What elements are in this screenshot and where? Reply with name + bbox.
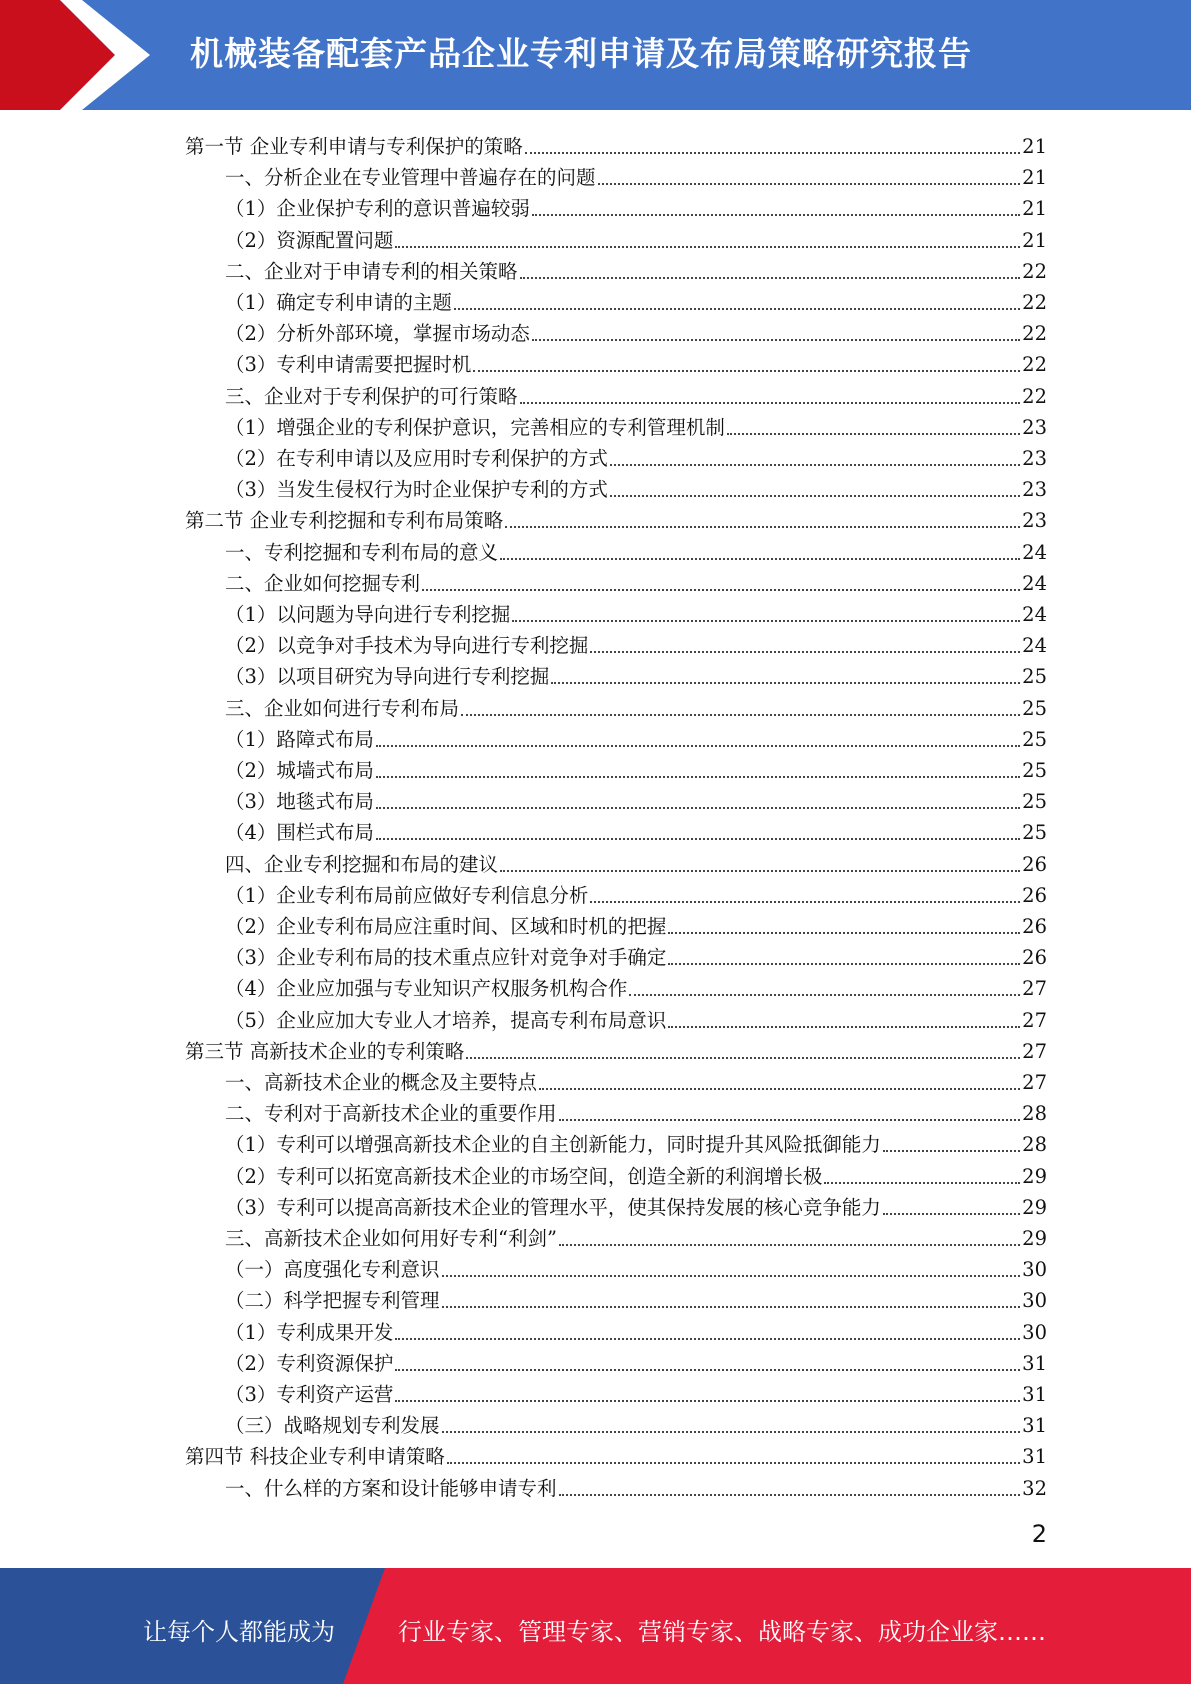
toc-dot-leader <box>668 1025 1020 1028</box>
toc-entry-title: 第二节 企业专利挖掘和专利布局策略 <box>185 509 504 533</box>
toc-entry-page: 30 <box>1022 1289 1047 1313</box>
toc-dot-leader <box>447 1461 1020 1464</box>
toc-dot-leader <box>395 1399 1020 1402</box>
toc-entry-page: 27 <box>1022 977 1047 1001</box>
toc-entry-page: 24 <box>1022 603 1047 626</box>
toc-entry[interactable] <box>225 222 1047 253</box>
toc-entry-title: （3）专利资产运营 <box>225 1383 394 1406</box>
toc-entry-title: （4）围栏式布局 <box>225 821 374 845</box>
toc-entry[interactable] <box>225 159 1047 190</box>
toc-entry[interactable] <box>225 534 1047 565</box>
toc-entry[interactable] <box>185 128 1047 159</box>
toc-entry-title: （2）资源配置问题 <box>225 228 394 252</box>
toc-entry-page: 31 <box>1022 1351 1047 1375</box>
toc-dot-leader <box>442 1305 1021 1308</box>
toc-entry[interactable] <box>225 409 1047 440</box>
toc-entry-title: （一）高度强化专利意识 <box>225 1258 440 1282</box>
toc-entry-page: 28 <box>1022 1102 1047 1126</box>
toc-entry-page: 26 <box>1022 946 1047 970</box>
toc-dot-leader <box>466 1056 1020 1059</box>
toc-entry-title: 四、企业专利挖掘和布局的建议 <box>225 852 499 876</box>
toc-entry-page: 25 <box>1022 759 1047 782</box>
toc-entry[interactable] <box>225 1251 1047 1282</box>
toc-dot-leader <box>559 1118 1021 1121</box>
toc-entry[interactable] <box>225 596 1047 627</box>
toc-entry-title: 一、高新技术企业的概念及主要特点 <box>225 1071 538 1094</box>
toc-entry-page: 21 <box>1022 197 1047 221</box>
page-number: 2 <box>1031 1520 1047 1548</box>
toc-dot-leader <box>590 900 1020 903</box>
toc-entry-title: （2）分析外部环境，掌握市场动态 <box>225 322 530 346</box>
toc-entry[interactable] <box>225 565 1047 596</box>
toc-entry-title: （2）专利资源保护 <box>225 1351 394 1375</box>
toc-entry[interactable] <box>225 471 1047 502</box>
toc-entry[interactable] <box>225 939 1047 970</box>
toc-entry[interactable] <box>225 378 1047 409</box>
toc-entry-title: （1）专利可以增强高新技术企业的自主创新能力，同时提升其风险抵御能力 <box>225 1133 881 1157</box>
toc-entry[interactable] <box>225 846 1047 877</box>
toc-entry-page: 22 <box>1022 322 1047 346</box>
toc-dot-leader <box>610 494 1020 497</box>
toc-dot-leader <box>520 401 1021 404</box>
toc-dot-leader <box>532 338 1020 341</box>
toc-dot-leader <box>376 806 1020 809</box>
footer-slogan-right: 行业专家、管理专家、营销专家、战略专家、成功企业家…… <box>398 1618 1046 1646</box>
toc-entry-title: （1）增强企业的专利保护意识，完善相应的专利管理机制 <box>225 415 725 439</box>
toc-dot-leader <box>525 151 1020 154</box>
toc-entry-title: 三、企业对于专利保护的可行策略 <box>225 384 518 408</box>
toc-entry-page: 21 <box>1022 228 1047 252</box>
toc-entry-title: （2）在专利申请以及应用时专利保护的方式 <box>225 447 608 470</box>
toc-entry-page: 23 <box>1022 415 1047 439</box>
toc-entry-page: 22 <box>1022 259 1047 283</box>
toc-entry-page: 29 <box>1022 1164 1047 1188</box>
toc-entry[interactable] <box>225 627 1047 658</box>
toc-dot-leader <box>422 588 1020 591</box>
toc-entry[interactable] <box>225 1095 1047 1126</box>
toc-entry-title: （三）战略规划专利发展 <box>225 1414 440 1438</box>
toc-entry-page: 30 <box>1022 1320 1047 1344</box>
toc-entry-page: 24 <box>1022 634 1047 658</box>
toc-entry[interactable] <box>225 721 1047 752</box>
toc-dot-leader <box>883 1212 1020 1215</box>
toc-entry[interactable] <box>225 752 1047 783</box>
toc-entry-title: （2）专利可以拓宽高新技术企业的市场空间，创造全新的利润增长极 <box>225 1164 823 1188</box>
toc-dot-leader <box>395 1368 1020 1371</box>
toc-entry-page: 27 <box>1022 1071 1047 1094</box>
toc-entry[interactable] <box>225 877 1047 908</box>
toc-entry-title: （2）以竞争对手技术为导向进行专利挖掘 <box>225 634 589 658</box>
toc-entry-title: 三、企业如何进行专利布局 <box>225 696 460 720</box>
toc-entry-page: 24 <box>1022 540 1047 564</box>
toc-entry-page: 32 <box>1022 1476 1047 1500</box>
toc-entry-title: （3）专利可以提高高新技术企业的管理水平，使其保持发展的核心竞争能力 <box>225 1195 881 1219</box>
toc-entry-title: 二、企业如何挖掘专利 <box>225 571 421 595</box>
toc-entry-page: 25 <box>1022 821 1047 845</box>
toc-entry-title: （2）城墙式布局 <box>225 759 374 782</box>
toc-entry-page: 21 <box>1022 166 1047 190</box>
toc-dot-leader <box>883 1149 1020 1152</box>
toc-dot-leader <box>442 1430 1021 1433</box>
toc-entry-title: （3）企业专利布局的技术重点应针对竞争对手确定 <box>225 946 667 970</box>
toc-entry[interactable] <box>225 1407 1047 1438</box>
toc-entry[interactable] <box>225 690 1047 721</box>
toc-entry-page: 21 <box>1022 135 1047 158</box>
toc-entry-title: （二）科学把握专利管理 <box>225 1289 440 1313</box>
page-header <box>0 0 1191 110</box>
toc-entry[interactable] <box>225 190 1047 221</box>
toc-entry-page: 27 <box>1022 1008 1047 1032</box>
toc-entry[interactable] <box>225 1345 1047 1376</box>
report-title: 机械装备配套产品企业专利申请及布局策略研究报告 <box>190 34 972 73</box>
toc-entry[interactable] <box>225 1126 1047 1157</box>
footer-slogan-left: 让每个人都能成为 <box>143 1618 335 1646</box>
toc-dot-leader <box>473 369 1020 372</box>
toc-entry-title: 三、高新技术企业如何用好专利“利剑” <box>225 1227 557 1250</box>
toc-entry-title: 二、企业对于申请专利的相关策略 <box>225 259 518 283</box>
toc-entry-page: 31 <box>1022 1445 1047 1469</box>
toc-dot-leader <box>505 525 1020 528</box>
toc-entry-title: 第三节 高新技术企业的专利策略 <box>185 1039 465 1063</box>
toc-dot-leader <box>668 931 1020 934</box>
toc-dot-leader <box>442 1274 1021 1277</box>
toc-entry-page: 22 <box>1022 353 1047 377</box>
toc-entry-title: （3）专利申请需要把握时机 <box>225 353 472 377</box>
toc-entry-title: （1）路障式布局 <box>225 727 374 751</box>
toc-entry-title: 第四节 科技企业专利申请策略 <box>185 1445 445 1469</box>
toc-entry-page: 31 <box>1022 1414 1047 1438</box>
toc-dot-leader <box>559 1493 1021 1496</box>
toc-entry-title: 一、分析企业在专业管理中普遍存在的问题 <box>225 166 596 190</box>
toc-dot-leader <box>376 744 1020 747</box>
toc-entry-title: 第一节 企业专利申请与专利保护的策略 <box>185 135 523 158</box>
toc-entry-title: （3）当发生侵权行为时企业保护专利的方式 <box>225 478 608 502</box>
toc-entry-title: （1）企业专利布局前应做好专利信息分析 <box>225 883 589 907</box>
toc-entry-page: 25 <box>1022 665 1047 689</box>
toc-entry-page: 23 <box>1022 447 1047 470</box>
toc-dot-leader <box>598 182 1021 185</box>
toc-entry-title: （3）地毯式布局 <box>225 790 374 814</box>
toc-dot-leader <box>824 1181 1020 1184</box>
toc-dot-leader <box>461 713 1020 716</box>
toc-dot-leader <box>500 557 1020 560</box>
toc-entry-title: 二、专利对于高新技术企业的重要作用 <box>225 1102 557 1126</box>
toc-dot-leader <box>395 1337 1020 1340</box>
toc-entry-page: 29 <box>1022 1195 1047 1219</box>
toc-dot-leader <box>590 650 1020 653</box>
toc-entry[interactable] <box>225 1158 1047 1189</box>
toc-dot-leader <box>539 1087 1020 1090</box>
toc-dot-leader <box>376 837 1020 840</box>
toc-dot-leader <box>376 775 1020 778</box>
toc-entry[interactable] <box>225 284 1047 315</box>
toc-dot-leader <box>454 307 1020 310</box>
toc-dot-leader <box>500 869 1020 872</box>
toc-entry[interactable] <box>225 814 1047 845</box>
toc-entry[interactable] <box>225 1470 1047 1501</box>
toc-entry[interactable] <box>225 783 1047 814</box>
toc-entry-page: 31 <box>1022 1383 1047 1406</box>
toc-entry[interactable] <box>225 658 1047 689</box>
toc-entry[interactable] <box>225 1282 1047 1313</box>
toc-dot-leader <box>727 432 1020 435</box>
toc-entry[interactable] <box>225 315 1047 346</box>
toc-entry[interactable] <box>225 346 1047 377</box>
toc-entry-page: 23 <box>1022 478 1047 502</box>
toc-entry[interactable] <box>185 1438 1047 1469</box>
toc-entry-page: 26 <box>1022 883 1047 907</box>
toc-entry-title: （4）企业应加强与专业知识产权服务机构合作 <box>225 977 628 1001</box>
toc-dot-leader <box>532 213 1020 216</box>
toc-entry[interactable] <box>225 970 1047 1001</box>
toc-entry-page: 28 <box>1022 1133 1047 1157</box>
toc-entry[interactable] <box>225 1189 1047 1220</box>
toc-entry-title: （1）确定专利申请的主题 <box>225 291 452 314</box>
toc-entry-title: 一、专利挖掘和专利布局的意义 <box>225 540 499 564</box>
toc-entry-page: 25 <box>1022 696 1047 720</box>
toc-entry[interactable] <box>225 440 1047 471</box>
toc-entry[interactable] <box>225 253 1047 284</box>
toc-dot-leader <box>512 619 1020 622</box>
toc-entry[interactable] <box>225 1314 1047 1345</box>
toc-entry[interactable] <box>225 1002 1047 1033</box>
toc-entry-page: 23 <box>1022 509 1047 533</box>
toc-entry-title: （1）专利成果开发 <box>225 1320 394 1344</box>
toc-entry-page: 24 <box>1022 571 1047 595</box>
toc-entry-page: 25 <box>1022 727 1047 751</box>
toc-entry-page: 22 <box>1022 291 1047 314</box>
toc-entry[interactable] <box>225 908 1047 939</box>
toc-entry[interactable] <box>185 1033 1047 1064</box>
toc-entry-title: （5）企业应加大专业人才培养，提高专利布局意识 <box>225 1008 667 1032</box>
toc-entry[interactable] <box>225 1220 1047 1251</box>
toc-entry-page: 29 <box>1022 1227 1047 1250</box>
toc-entry[interactable] <box>225 1064 1047 1095</box>
toc-dot-leader <box>610 463 1020 466</box>
toc-entry-page: 26 <box>1022 915 1047 938</box>
toc-entry-title: （3）以项目研究为导向进行专利挖掘 <box>225 665 550 689</box>
toc-dot-leader <box>520 276 1021 279</box>
toc-dot-leader <box>395 245 1020 248</box>
toc-dot-leader <box>551 681 1020 684</box>
toc-dot-leader <box>559 1243 1020 1246</box>
toc-entry-page: 26 <box>1022 852 1047 876</box>
toc-entry-page: 30 <box>1022 1258 1047 1282</box>
toc-entry-page: 27 <box>1022 1039 1047 1063</box>
toc-dot-leader <box>668 962 1020 965</box>
toc-entry[interactable] <box>185 502 1047 533</box>
toc-entry-title: （1）以问题为导向进行专利挖掘 <box>225 603 511 626</box>
toc-entry-page: 25 <box>1022 790 1047 814</box>
toc-entry-title: （1）企业保护专利的意识普遍较弱 <box>225 197 530 221</box>
toc-entry-title: 一、什么样的方案和设计能够申请专利 <box>225 1476 557 1500</box>
toc-entry-title: （2）企业专利布局应注重时间、区域和时机的把握 <box>225 915 667 938</box>
toc-entry-page: 22 <box>1022 384 1047 408</box>
toc-dot-leader <box>629 993 1020 996</box>
page-footer <box>0 1568 1191 1684</box>
toc-entry[interactable] <box>225 1376 1047 1407</box>
